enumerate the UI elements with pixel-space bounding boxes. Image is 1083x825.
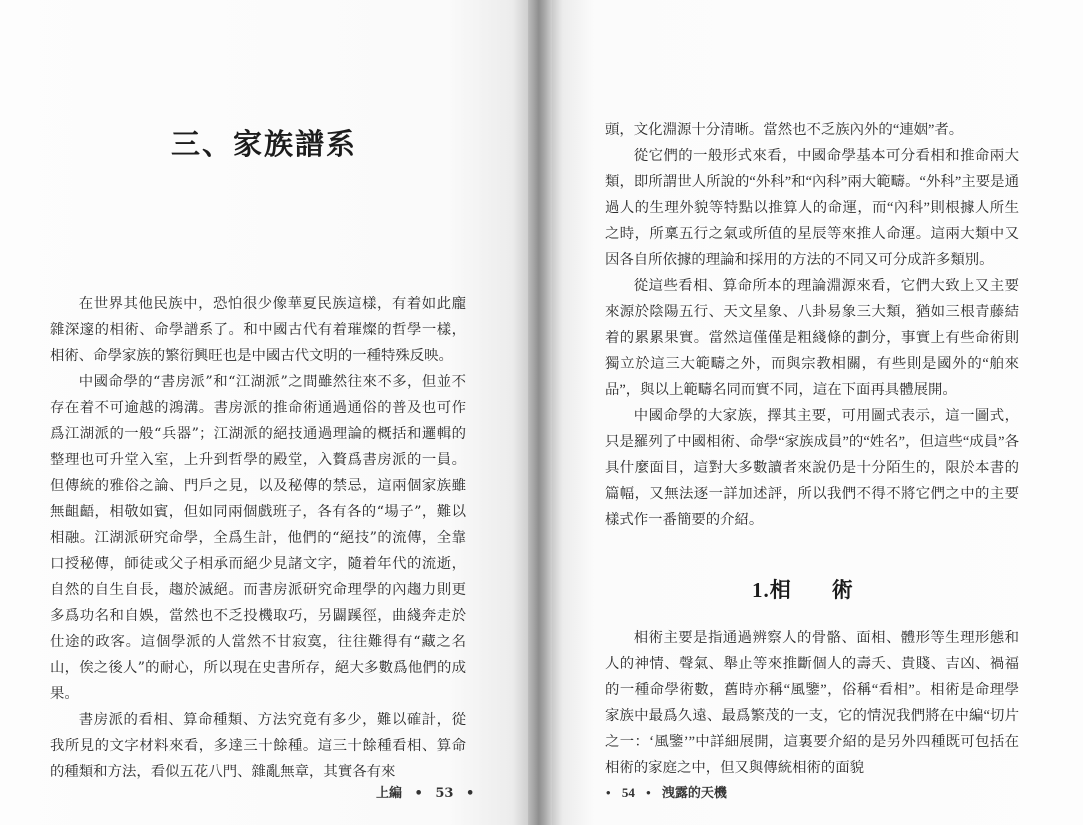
- paragraph: 中國命學的大家族，擇其主要，可用圖式表示，這一圖式，只是羅列了中國相術、命學“家族成員”的“姓名”，但這些“成員”各具什麼面目，這對大多數讀者來說仍是十分陌生的，限於本書的篇幅，又無法逐一詳加述評，所以我們不得不將它們之中的主要樣式作一番簡要的介紹。: [605, 408, 1019, 528]
- page-number: 54: [621, 785, 635, 800]
- book-gutter: [528, 0, 552, 825]
- right-body-text-top: [605, 117, 1019, 533]
- section-heading: [752, 574, 854, 604]
- chapter-title: 三、家族譜系: [170, 127, 357, 161]
- left-page: [0, 0, 528, 825]
- section-heading-number: 1.相: [752, 578, 792, 602]
- bullet: •: [414, 786, 423, 801]
- paragraph: 從它們的一般形式來看，中國命學基本可分看相和推命兩大類，即所謂世人所說的“外科”和“內科”兩大範疇。“外科”主要是通過人的生理外貌等特點以推算人的命運，而“內科”則根據人所生之時，所稟五行之氣或所值的星辰等來推人命運。這兩大類中又因各自所依據的理論和採用的方法的不同又可分成許多類別。: [605, 148, 1019, 268]
- running-head: 洩露的天機: [661, 785, 727, 800]
- paragraph: 相術主要是指通過辨察人的骨骼、面相、體形等生理形態和人的神情、聲氣、舉止等來推斷個人的壽夭、貴賤、吉凶、禍福的一種命學術數，舊時亦稱“風鑒”，俗稱“看相”。相術是命理學家族中最爲久遠、最爲繁茂的一支，它的情況我們將在中編“切片之一：‘風鑒’”中詳細展開，這裏要介紹的是另外四種既可包括在相術的家庭之中，但又與傳統相術的面貌: [605, 630, 1019, 776]
- right-page-footer: [606, 782, 735, 801]
- left-body-text: [50, 291, 466, 785]
- paragraph: 頭，文化淵源十分清晰。當然也不乏族內外的“連姻”者。: [605, 122, 964, 138]
- right-body-text-bottom: [605, 625, 1019, 781]
- bullet: •: [466, 786, 475, 801]
- paragraph: 在世界其他民族中，恐怕很少像華夏民族這樣，有着如此龐雜深邃的相術、命學譜系了。和中國古代有着璀燦的哲學一樣，相術、命學家族的繁衍興旺也是中國古代文明的一種特殊反映。: [50, 296, 466, 364]
- running-head: 上編: [376, 786, 403, 801]
- paragraph: 書房派的看相、算命種類、方法究竟有多少，難以確計，從我所見的文字材料來看，多達三十餘種。這三十餘種看相、算命的種類和方法，看似五花八門、雜亂無章，其實各有來: [50, 712, 466, 780]
- page-number: 53: [435, 786, 454, 801]
- paragraph: 中國命學的“書房派”和“江湖派”之間雖然往來不多，但並不存在着不可逾越的鴻溝。書房派的推命術通過通俗的普及也可作爲江湖派的一般“兵器”；江湖派的絕技通過理論的概括和邏輯的整理也可升堂入室，上升到哲學的殿堂，入贅爲書房派的一員。但傳統的雅俗之論、門戶之見，以及秘傳的禁忌，這兩個家族雖無齟齬，相敬如賓，但如同兩個戲班子，各有各的“場子”，難以相融。江湖派研究命學，全爲生計，他們的“絕技”的流傳，全靠口授秘傳，師徒或父子相承而絕少見諸文字，隨着年代的流逝，自然的自生自長，趨於滅絕。而書房派研究命理學的內趨力則更多爲功名和自娛，當然也不乏投機取巧，另闢蹊徑，曲綫奔走於仕途的政客。這個學派的人當然不甘寂寞，往往難得有“藏之名山，俟之後人”的耐心，所以現在史書所存，絕大多數爲他們的成果。: [50, 374, 466, 702]
- left-page-footer: [376, 782, 482, 801]
- bullet: •: [646, 785, 651, 800]
- section-heading-word: 術: [831, 578, 854, 602]
- bullet: •: [606, 785, 611, 800]
- paragraph: 從這些看相、算命所本的理論淵源來看，它們大致上又主要來源於陰陽五行、天文星象、八卦易象三大類，猶如三根青藤結着的累累果實。當然這僅僅是粗綫條的劃分，事實上有些命術則獨立於這三大範疇之外，而與宗教相關，有些則是國外的“舶來品”，與以上範疇名同而實不同，這在下面再具體展開。: [605, 278, 1019, 398]
